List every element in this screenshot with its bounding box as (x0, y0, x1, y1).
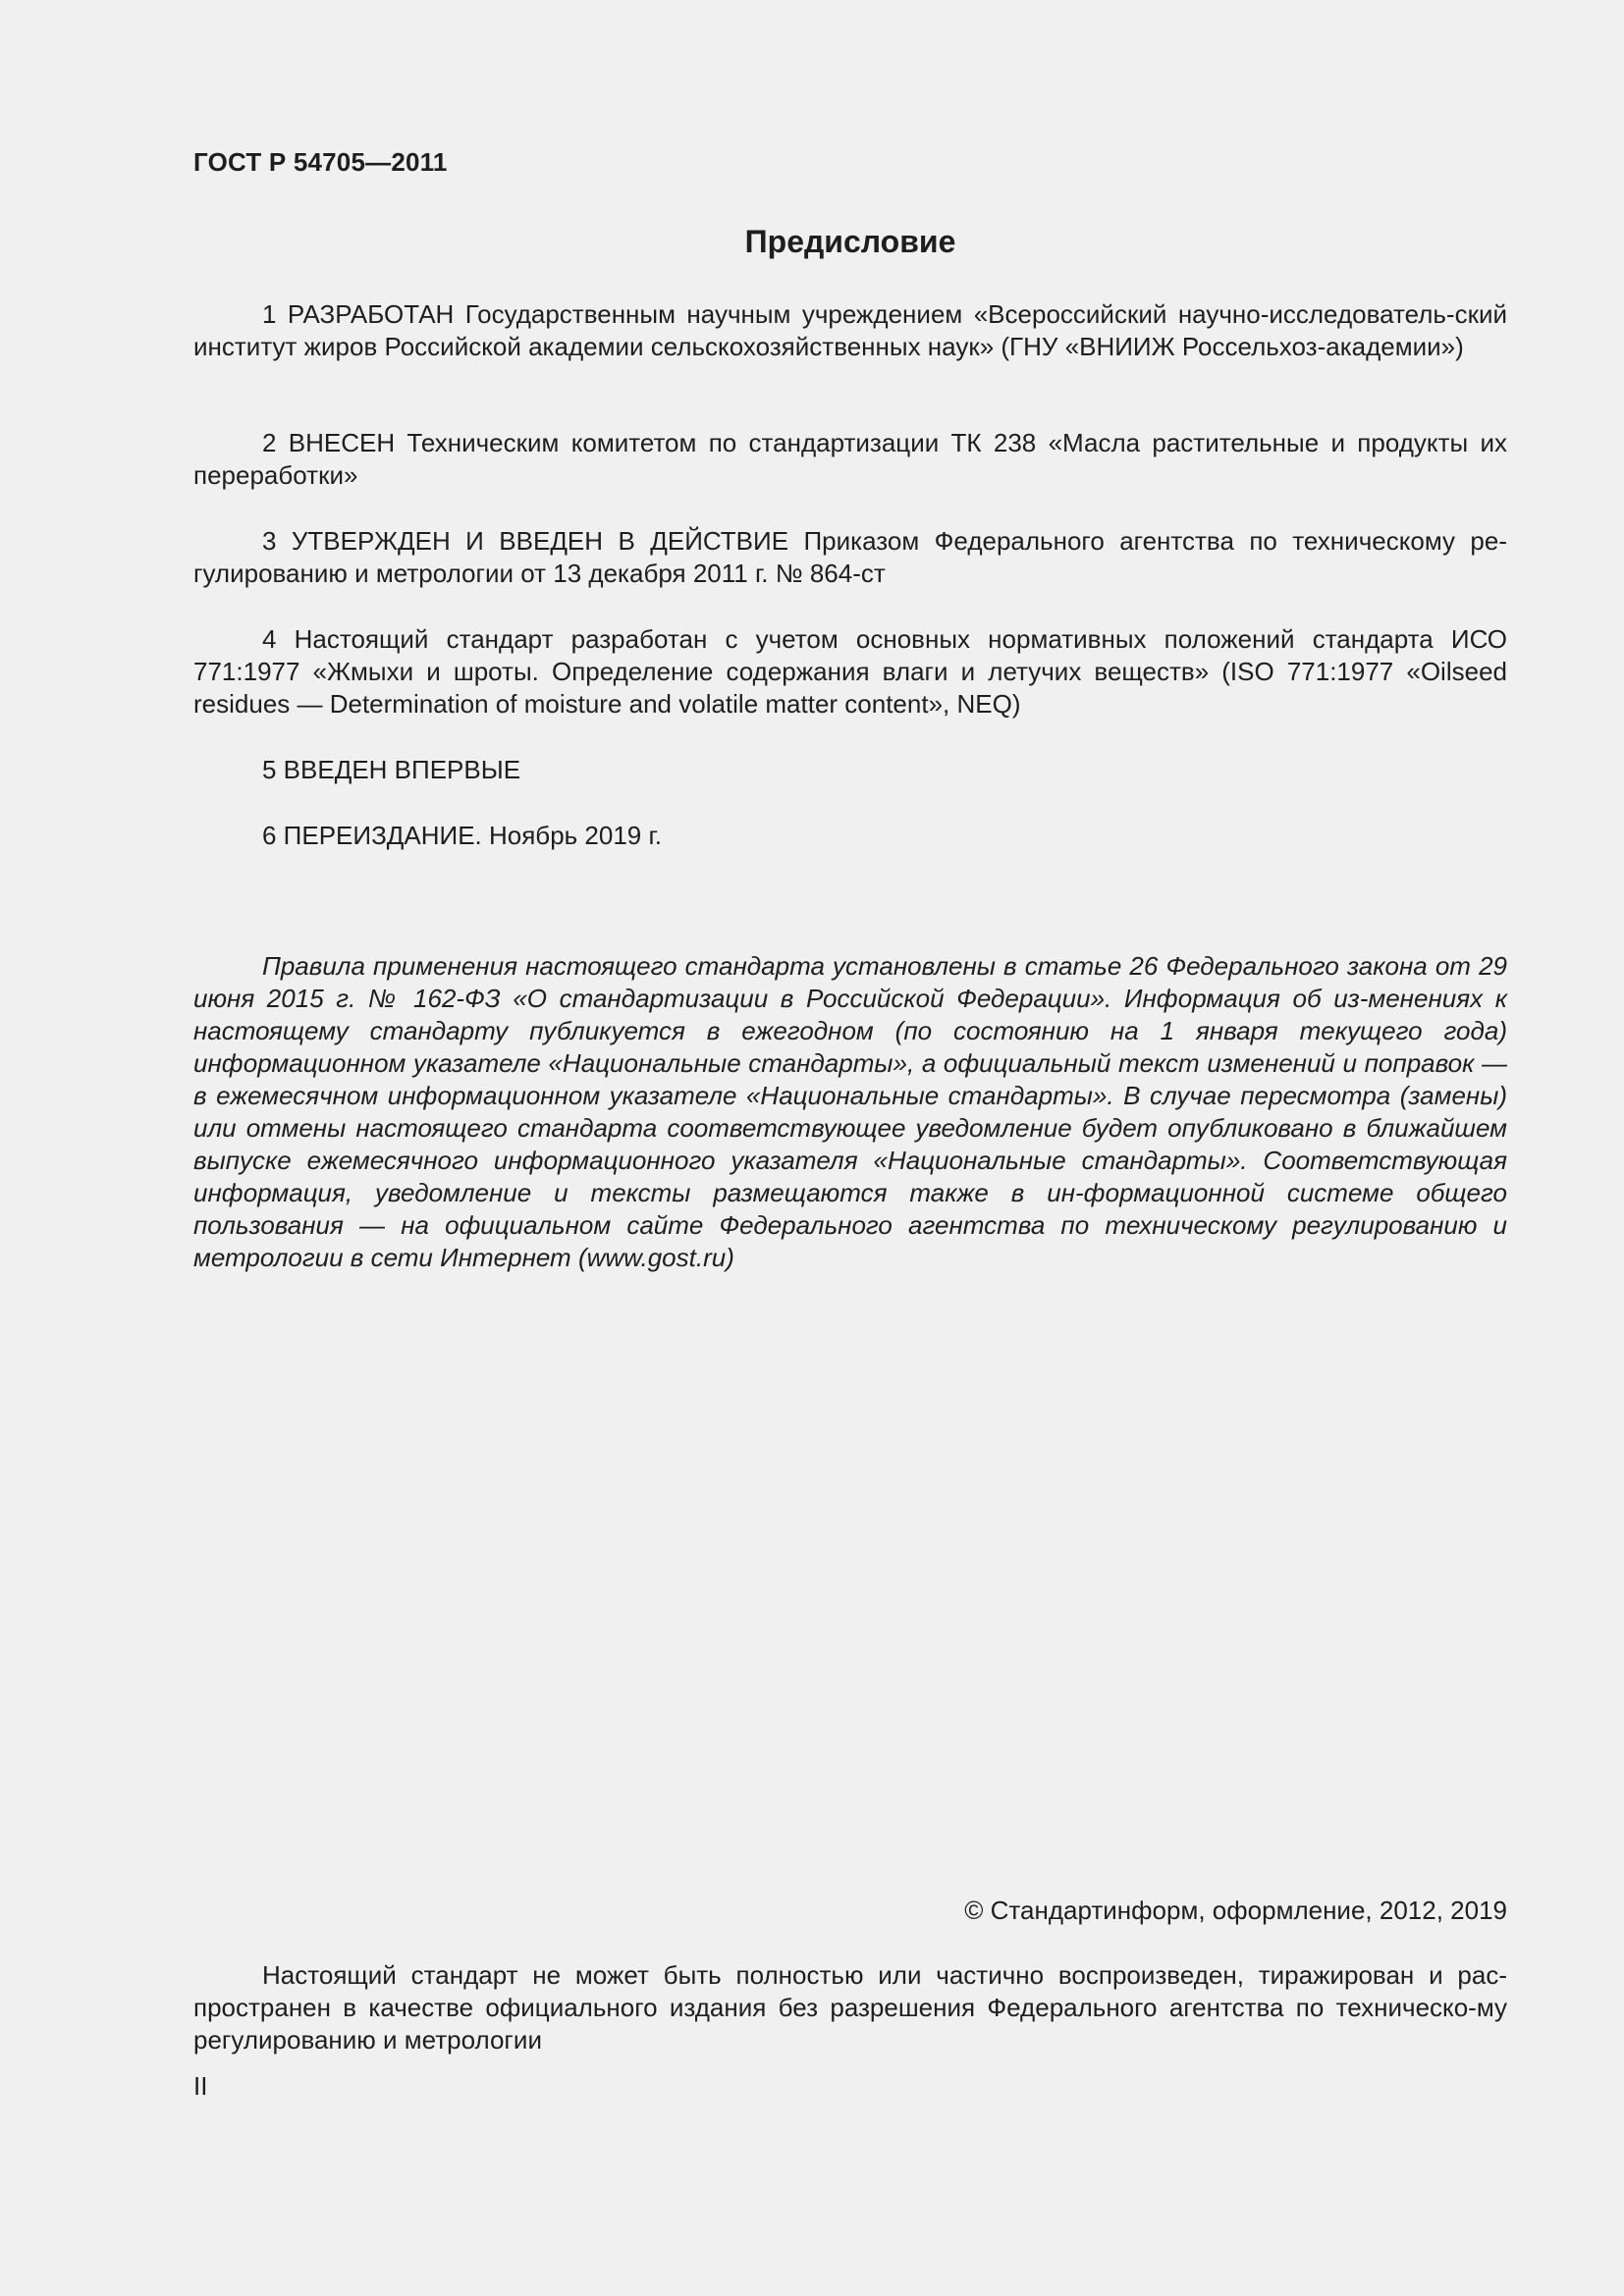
standard-code: ГОСТ Р 54705—2011 (193, 147, 448, 177)
reproduction-notice: Настоящий стандарт не может быть полностью или частично воспроизведен, тиражирован и рас-пространен в качестве официального издания без разрешения Федерального агентства по техническо-му регулированию и метрологии (193, 1960, 1507, 2055)
copyright-notice: © Стандартинформ, оформление, 2012, 2019 (964, 1896, 1507, 1925)
preface-item-2: 2 ВНЕСЕН Техническим комитетом по стандартизации ТК 238 «Масла растительные и продукты их переработки» (193, 428, 1507, 490)
page-number: II (193, 2071, 208, 2101)
preface-item-5: 5 ВВЕДЕН ВПЕРВЫЕ (262, 755, 521, 784)
preface-item-3: 3 УТВЕРЖДЕН И ВВЕДЕН В ДЕЙСТВИЕ Приказом Федерального агентства по техническому ре-гулированию и метрологии от 13 декабря 2011 г. № 864-ст (193, 526, 1507, 588)
preface-item-6: 6 ПЕРЕИЗДАНИЕ. Ноябрь 2019 г. (262, 821, 663, 850)
rules-note: Правила применения настоящего стандарта установлены в статье 26 Федерального закона от 29 июня 2015 г. № 162-ФЗ «О стандартизации в Российской Федерации». Информация об из-менениях к настоящему стандарту публикуется в ежегодном (по состоянию на 1 января текущего года) информационном указателе «Национальные стандарты», а официальный текст изменений и поправок — в ежемесячном информационном указателе «Национальные стандарты». В случае пересмотра (замены) или отмены настоящего стандарта соответствующее уведомление будет опубликовано в ближайшем выпуске ежемесячного информационного указателя «Национальные стандарты». Соответствующая информация, уведомление и тексты размещаются также в ин-формационной системе общего пользования — на официальном сайте Федерального агентства по техническому регулированию и метрологии в сети Интернет (www.gost.ru) (193, 951, 1507, 1272)
page-title: Предисловие (744, 224, 956, 259)
preface-item-4: 4 Настоящий стандарт разработан с учетом основных нормативных положений стандарта ИСО 771:1977 «Жмыхи и шроты. Определение содержания влаги и летучих веществ» (ISO 771:1977 «Oilseed residues — Determination of moisture and volatile matter content», NEQ) (193, 624, 1507, 719)
preface-item-1: 1 РАЗРАБОТАН Государственным научным учреждением «Всероссийский научно-исследователь-ский институт жиров Российской академии сельскохозяйственных наук» (ГНУ «ВНИИЖ Россельхоз-академии») (193, 299, 1507, 361)
